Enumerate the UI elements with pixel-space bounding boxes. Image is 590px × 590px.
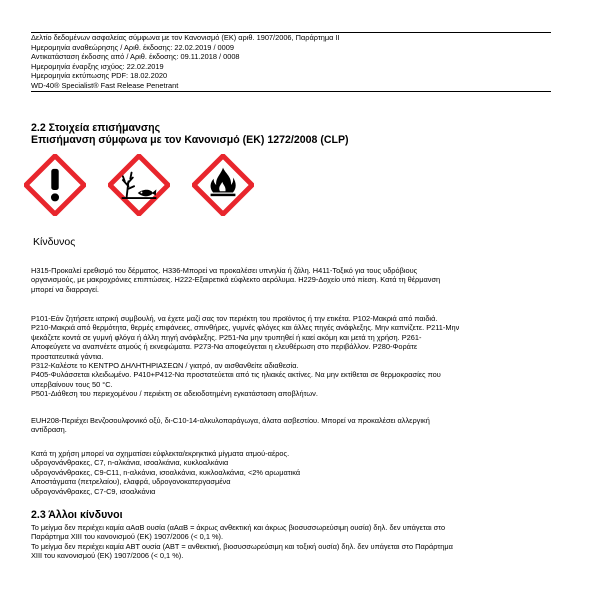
section-2-2-heading [31, 122, 571, 146]
ingredients-info [31, 449, 561, 496]
signal-word: Κίνδυνος [33, 236, 76, 248]
ingredients-line: Αποστάγματα (πετρελαίου), ελαφρά, υδρογονοκατεργασμένα [31, 477, 231, 487]
precautionary-statement-line: P101-Εάν ζητήσετε ιατρική συμβουλή, να έχετε μαζί σας τον περιέκτη του προϊόντος ή την ετικέτα. P102-Μακριά από παιδιά. [31, 314, 438, 323]
ingredients-line: Κατά τη χρήση μπορεί να σχηματίσει εύφλεκτα/εκρηκτικά μίγματα ατμού-αέρος. [31, 449, 290, 458]
hazard-statement-line: οργανισμούς, με μακροχρόνιες επιπτώσεις. H222-Εξαιρετικά εύφλεκτο αερόλυμα. H229-Δοχείο υπό πίεση. Κατά τη θέρμανση [31, 275, 441, 285]
euh-statement [31, 416, 561, 435]
ingredients-line: υδρογονάνθρακες, C9-C11, n-αλκάνια, ισοαλκάνια, κυκλοαλκάνια, <2% αρωματικά [31, 467, 301, 477]
precautionary-statement-line: P210-Μακριά από θερμότητα, θερμές επιφάνειες, σπινθήρες, γυμνές φλόγες και άλλες πηγές ανάφλεξης. Μην καπνίζετε. P211-Μην [31, 323, 460, 333]
other-hazards-line: Το μείγμα δεν περιέχει καμία αΑαΒ ουσία (αΑαΒ = άκρως ανθεκτική και άκρως βιοσυσσωρεύσιμη ουσία) δηλ. δεν υπάγεται στο [31, 523, 446, 532]
ghs-pictograms [24, 154, 264, 220]
hazard-statement-line: μπορεί να διαρραγεί. [31, 284, 99, 294]
ingredients-line: υδρογονάνθρακες, C7, n-αλκάνια, ισοαλκάνια, κυκλοαλκάνια [31, 458, 229, 468]
hazard-statements [31, 266, 561, 294]
euh-statement-line: EUH208-Περιέχει Βενζοσουλφονικό οξύ, δι-C10-14-αλκυλοπαράγωγα, άλατα ασβεστίου. Μπορεί να προκαλέσει αλλεργική [31, 416, 430, 425]
euh-statement-line: αντίδραση. [31, 425, 67, 435]
precautionary-statement-line: ψεκάζετε κοντά σε γυμνή φλόγα ή άλλη πηγή ανάφλεξης. P251-Να μην τρυπηθεί ή καεί ακόμη και μετά τη χρήση. P261- [31, 332, 422, 342]
hazard-statement-line: H315-Προκαλεί ερεθισμό του δέρματος. H336-Μπορεί να προκαλέσει υπνηλία ή ζάλη. H411-Τοξικό για τους υδρόβιους [31, 266, 418, 275]
section-2-2-subtitle: Επισήμανση σύμφωνα με τον Κανονισμό (ΕΚ) 1272/2008 (CLP) [31, 134, 349, 146]
header-line-product: WD-40® Specialist® Fast Release Penetrant [31, 80, 179, 90]
header-top-rule [31, 32, 551, 33]
document-header [31, 33, 551, 91]
section-2-3-title: 2.3 Άλλοι κίνδυνοι [31, 509, 123, 521]
ingredients-line: υδρογονάνθρακες, C7-C9, ισοαλκάνια [31, 486, 156, 496]
other-hazards-text [31, 523, 561, 561]
header-line-replaces: Αντικατάσταση έκδοσης από / Αριθ. έκδοσης: 09.11.2018 / 0008 [31, 52, 240, 62]
section-2-3 [31, 509, 571, 521]
header-line-regulation: Δελτίο δεδομένων ασφαλείας σύμφωνα με τον Κανονισμό (ΕΚ) αριθ. 1907/2006, Παράρτημα II [31, 33, 340, 42]
precautionary-statement-line: P501-Διάθεση του περιεχομένου / περιέκτη σε αδειοδοτημένη εγκατάσταση αποβλήτων. [31, 389, 318, 399]
header-bottom-rule [31, 91, 551, 92]
section-2-2-title: 2.2 Στοιχεία επισήμανσης [31, 122, 161, 134]
environment-hazard-icon [108, 154, 170, 216]
precautionary-statement-line: υπερβαίνουν τους 50 °C. [31, 379, 113, 389]
precautionary-statements [31, 314, 561, 399]
precautionary-statement-line: P405-Φυλάσσεται κλειδωμένο. P410+P412-Να προστατεύεται από τις ηλιακές ακτίνες. Να μην εκτίθεται σε θερμοκρασίες που [31, 370, 441, 380]
header-line-revision: Ημερομηνία αναθεώρησης / Αριθ. έκδοσης: 22.02.2019 / 0009 [31, 42, 235, 52]
other-hazards-line: XIII του κανονισμού (ΕΚ) 1907/2006 (< 0,1 %). [31, 551, 184, 561]
flame-icon [192, 154, 254, 216]
exclamation-mark-icon [24, 154, 86, 216]
other-hazards-line: Το μείγμα δεν περιέχει καμία ΑΒΤ ουσία (ΑΒΤ = ανθεκτική, βιοσυσσωρεύσιμη και τοξική ουσία) δηλ. δεν υπάγεται στο Παράρτημα [31, 541, 453, 551]
header-line-printed: Ημερομηνία εκτύπωσης PDF: 18.02.2020 [31, 71, 168, 81]
precautionary-statement-line: Αποφεύγετε να αναπνέετε ατμούς ή εκνεφώματα. P273-Να αποφεύγεται η ελευθέρωση στο περιβάλλον. P280-Φοράτε [31, 342, 418, 352]
precautionary-statement-line: προστατευτικά γάντια. [31, 351, 104, 361]
other-hazards-line: Παράρτημα XIII του κανονισμού (ΕΚ) 1907/2006 (< 0,1 %). [31, 532, 224, 542]
header-line-effective: Ημερομηνία έναρξης ισχύος: 22.02.2019 [31, 61, 164, 71]
precautionary-statement-line: P312-Καλέστε το ΚΕΝΤΡΟ ΔΗΛΗΤΗΡΙΑΣΕΩΝ / γιατρό, αν αισθανθείτε αδιαθεσία. [31, 361, 299, 371]
